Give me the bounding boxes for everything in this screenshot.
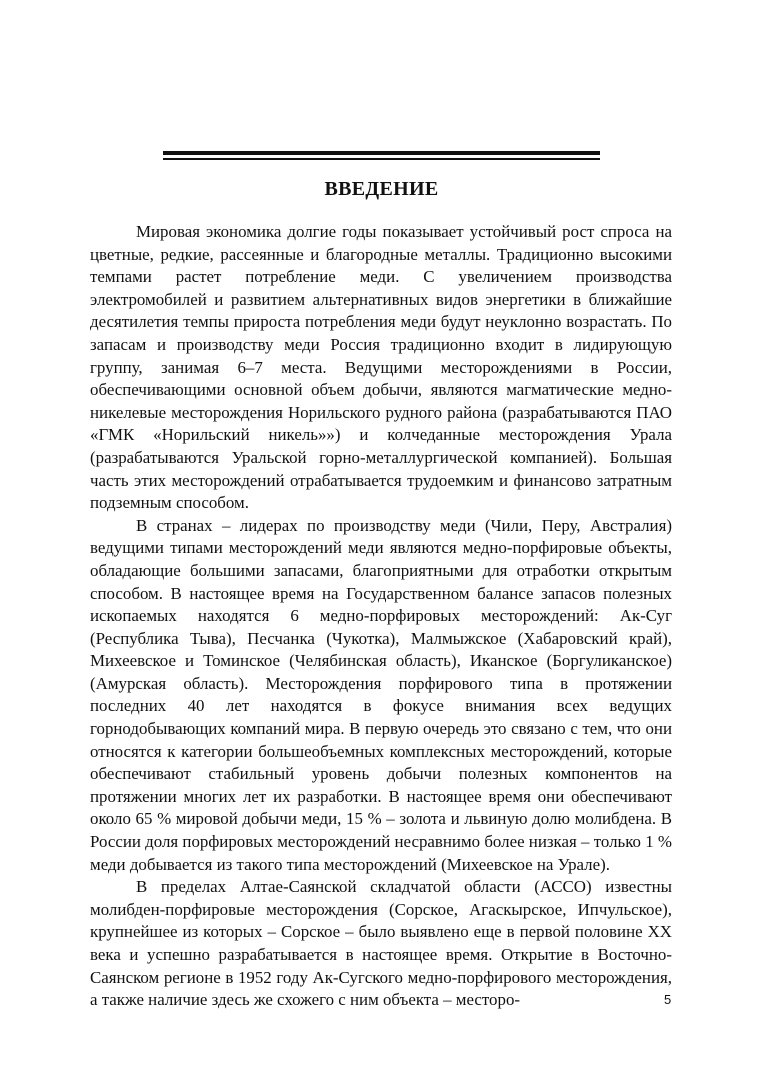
heading-rule-thin bbox=[163, 158, 600, 160]
section-heading: ВВЕДЕНИЕ bbox=[324, 178, 439, 200]
paragraph-3: В пределах Алтае-Саянской складчатой области (АССО) известны молибден-порфировые месторождения (Сорское, Агаскырское, Ипчульское), крупнейшее из которых – Сорское – было выявлено еще в первой половине XX века и успешно разрабатывается в настоящее время. Открытие в Восточно-Саянском регионе в 1952 году Ак-Сугского медно-порфирового месторождения, а также наличие здесь же схожего с ним объекта – месторо- bbox=[90, 877, 672, 1010]
page-number: 5 bbox=[664, 992, 672, 1007]
heading-rule-thick bbox=[163, 151, 600, 155]
paragraph-2: В странах – лидерах по производству меди (Чили, Перу, Австралия) ведущими типами месторождений меди являются медно-порфировые объекты, обладающие большими запасами, благоприятными для отработки открытым способом. В настоящее время на Государственном балансе запасов полезных ископаемых находятся 6 медно-порфировых месторождений: Ак-Суг (Республика Тыва), Песчанка (Чукотка), Малмыжское (Хабаровский край), Михеевское и Томинское (Челябинская область), Иканское (Боргуликанское) (Амурская область). Месторождения порфирового типа в протяжении последних 40 лет находятся в фокусе внимания всех ведущих горнодобывающих компаний мира. В первую очередь это связано с тем, что они относятся к категории большеобъемных комплексных месторождений, которые обеспечивают стабильный уровень добычи полезных компонентов на протяжении многих лет их разработки. В настоящее время они обеспечивают около 65 % мировой добычи меди, 15 % – золота и львиную долю молибдена. В России доля порфировых месторождений несравнимо более низкая – только 1 % меди добывается из такого типа месторождений (Михеевское на Урале). bbox=[90, 515, 672, 874]
paragraph-1: Мировая экономика долгие годы показывает устойчивый рост спроса на цветные, редкие, рассеянные и благородные металлы. Традиционно высокими темпами растет потребление меди. С увеличением производства электромобилей и развитием альтернативных видов энергетики в ближайшие десятилетия темпы прироста потребления меди будут неуклонно возрастать. По запасам и производству меди Россия традиционно входит в лидирующую группу, занимая 6–7 места. Ведущими месторождениями в России, обеспечивающими основной объем добычи, являются магматические медно-никелевые месторождения Норильского рудного района (разрабатываются ПАО «ГМК «Норильский никель»») и колчеданные месторождения Урала (разрабатываются Уральской горно-металлургической компанией). Большая часть этих месторождений отрабатывается трудоемким и финансово затратным подземным способом. bbox=[90, 222, 672, 513]
body-text bbox=[90, 221, 672, 1012]
